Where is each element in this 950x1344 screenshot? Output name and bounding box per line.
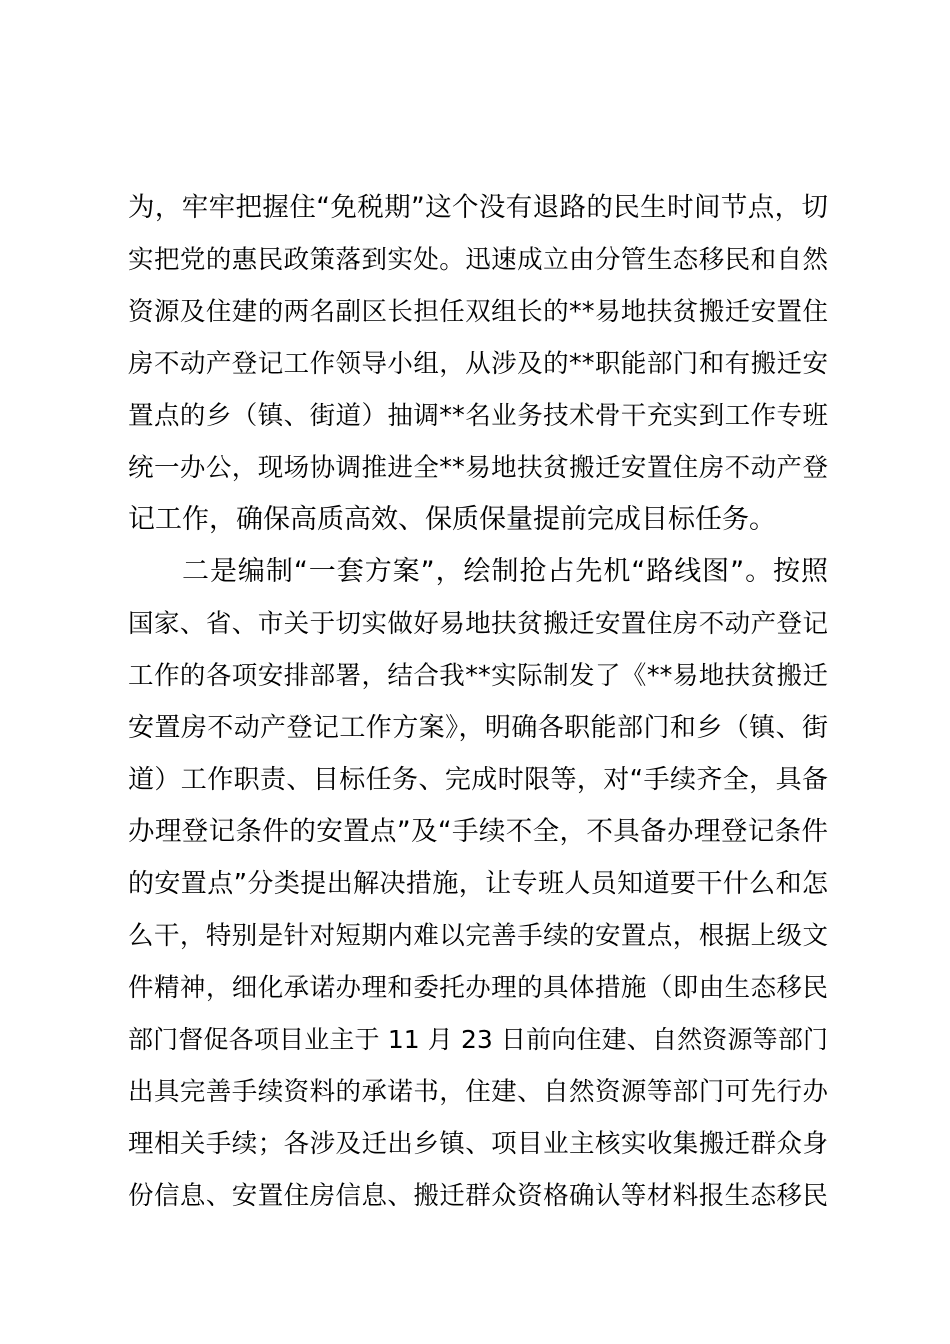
paragraph-line: 工作的各项安排部署，结合我**实际制发了《**易地扶贫搬迁 bbox=[128, 661, 828, 691]
paragraph-line: 资源及住建的两名副区长担任双组长的**易地扶贫搬迁安置住 bbox=[128, 297, 828, 327]
paragraph-line: 么干，特别是针对短期内难以完善手续的安置点，根据上级文 bbox=[128, 921, 828, 951]
paragraph-line: 实把党的惠民政策落到实处。迅速成立由分管生态移民和自然 bbox=[128, 245, 828, 275]
paragraph-line: 份信息、安置住房信息、搬迁群众资格确认等材料报生态移民 bbox=[128, 1181, 828, 1211]
paragraph-line: 置点的乡（镇、街道）抽调**名业务技术骨干充实到工作专班 bbox=[128, 401, 828, 431]
paragraph-line: 国家、省、市关于切实做好易地扶贫搬迁安置住房不动产登记 bbox=[128, 609, 828, 639]
paragraph-line: 房不动产登记工作领导小组，从涉及的**职能部门和有搬迁安 bbox=[128, 349, 828, 379]
paragraph-line: 出具完善手续资料的承诺书，住建、自然资源等部门可先行办 bbox=[128, 1077, 828, 1107]
paragraph-line: 为，牢牢把握住“免税期”这个没有退路的民生时间节点，切 bbox=[128, 192, 828, 223]
paragraph-line: 二是编制“一套方案”，绘制抢占先机“路线图”。按照 bbox=[182, 556, 828, 587]
paragraph-line: 道）工作职责、目标任务、完成时限等，对“手续齐全，具备 bbox=[128, 765, 828, 795]
paragraph-line: 安置房不动产登记工作方案》，明确各职能部门和乡（镇、街 bbox=[128, 713, 828, 743]
paragraph-line: 件精神，细化承诺办理和委托办理的具体措施（即由生态移民 bbox=[128, 973, 828, 1003]
paragraph-line: 部门督促各项目业主于 11 月 23 日前向住建、自然资源等部门 bbox=[128, 1025, 828, 1054]
paragraph-line: 理相关手续；各涉及迁出乡镇、项目业主核实收集搬迁群众身 bbox=[128, 1129, 828, 1159]
paragraph-line: 记工作，确保高质高效、保质保量提前完成目标任务。 bbox=[128, 504, 776, 535]
paragraph-line: 的安置点”分类提出解决措施，让专班人员知道要干什么和怎 bbox=[128, 869, 828, 899]
paragraph-line: 统一办公，现场协调推进全**易地扶贫搬迁安置住房不动产登 bbox=[128, 453, 828, 483]
paragraph-line: 办理登记条件的安置点”及“手续不全，不具备办理登记条件 bbox=[128, 816, 828, 847]
